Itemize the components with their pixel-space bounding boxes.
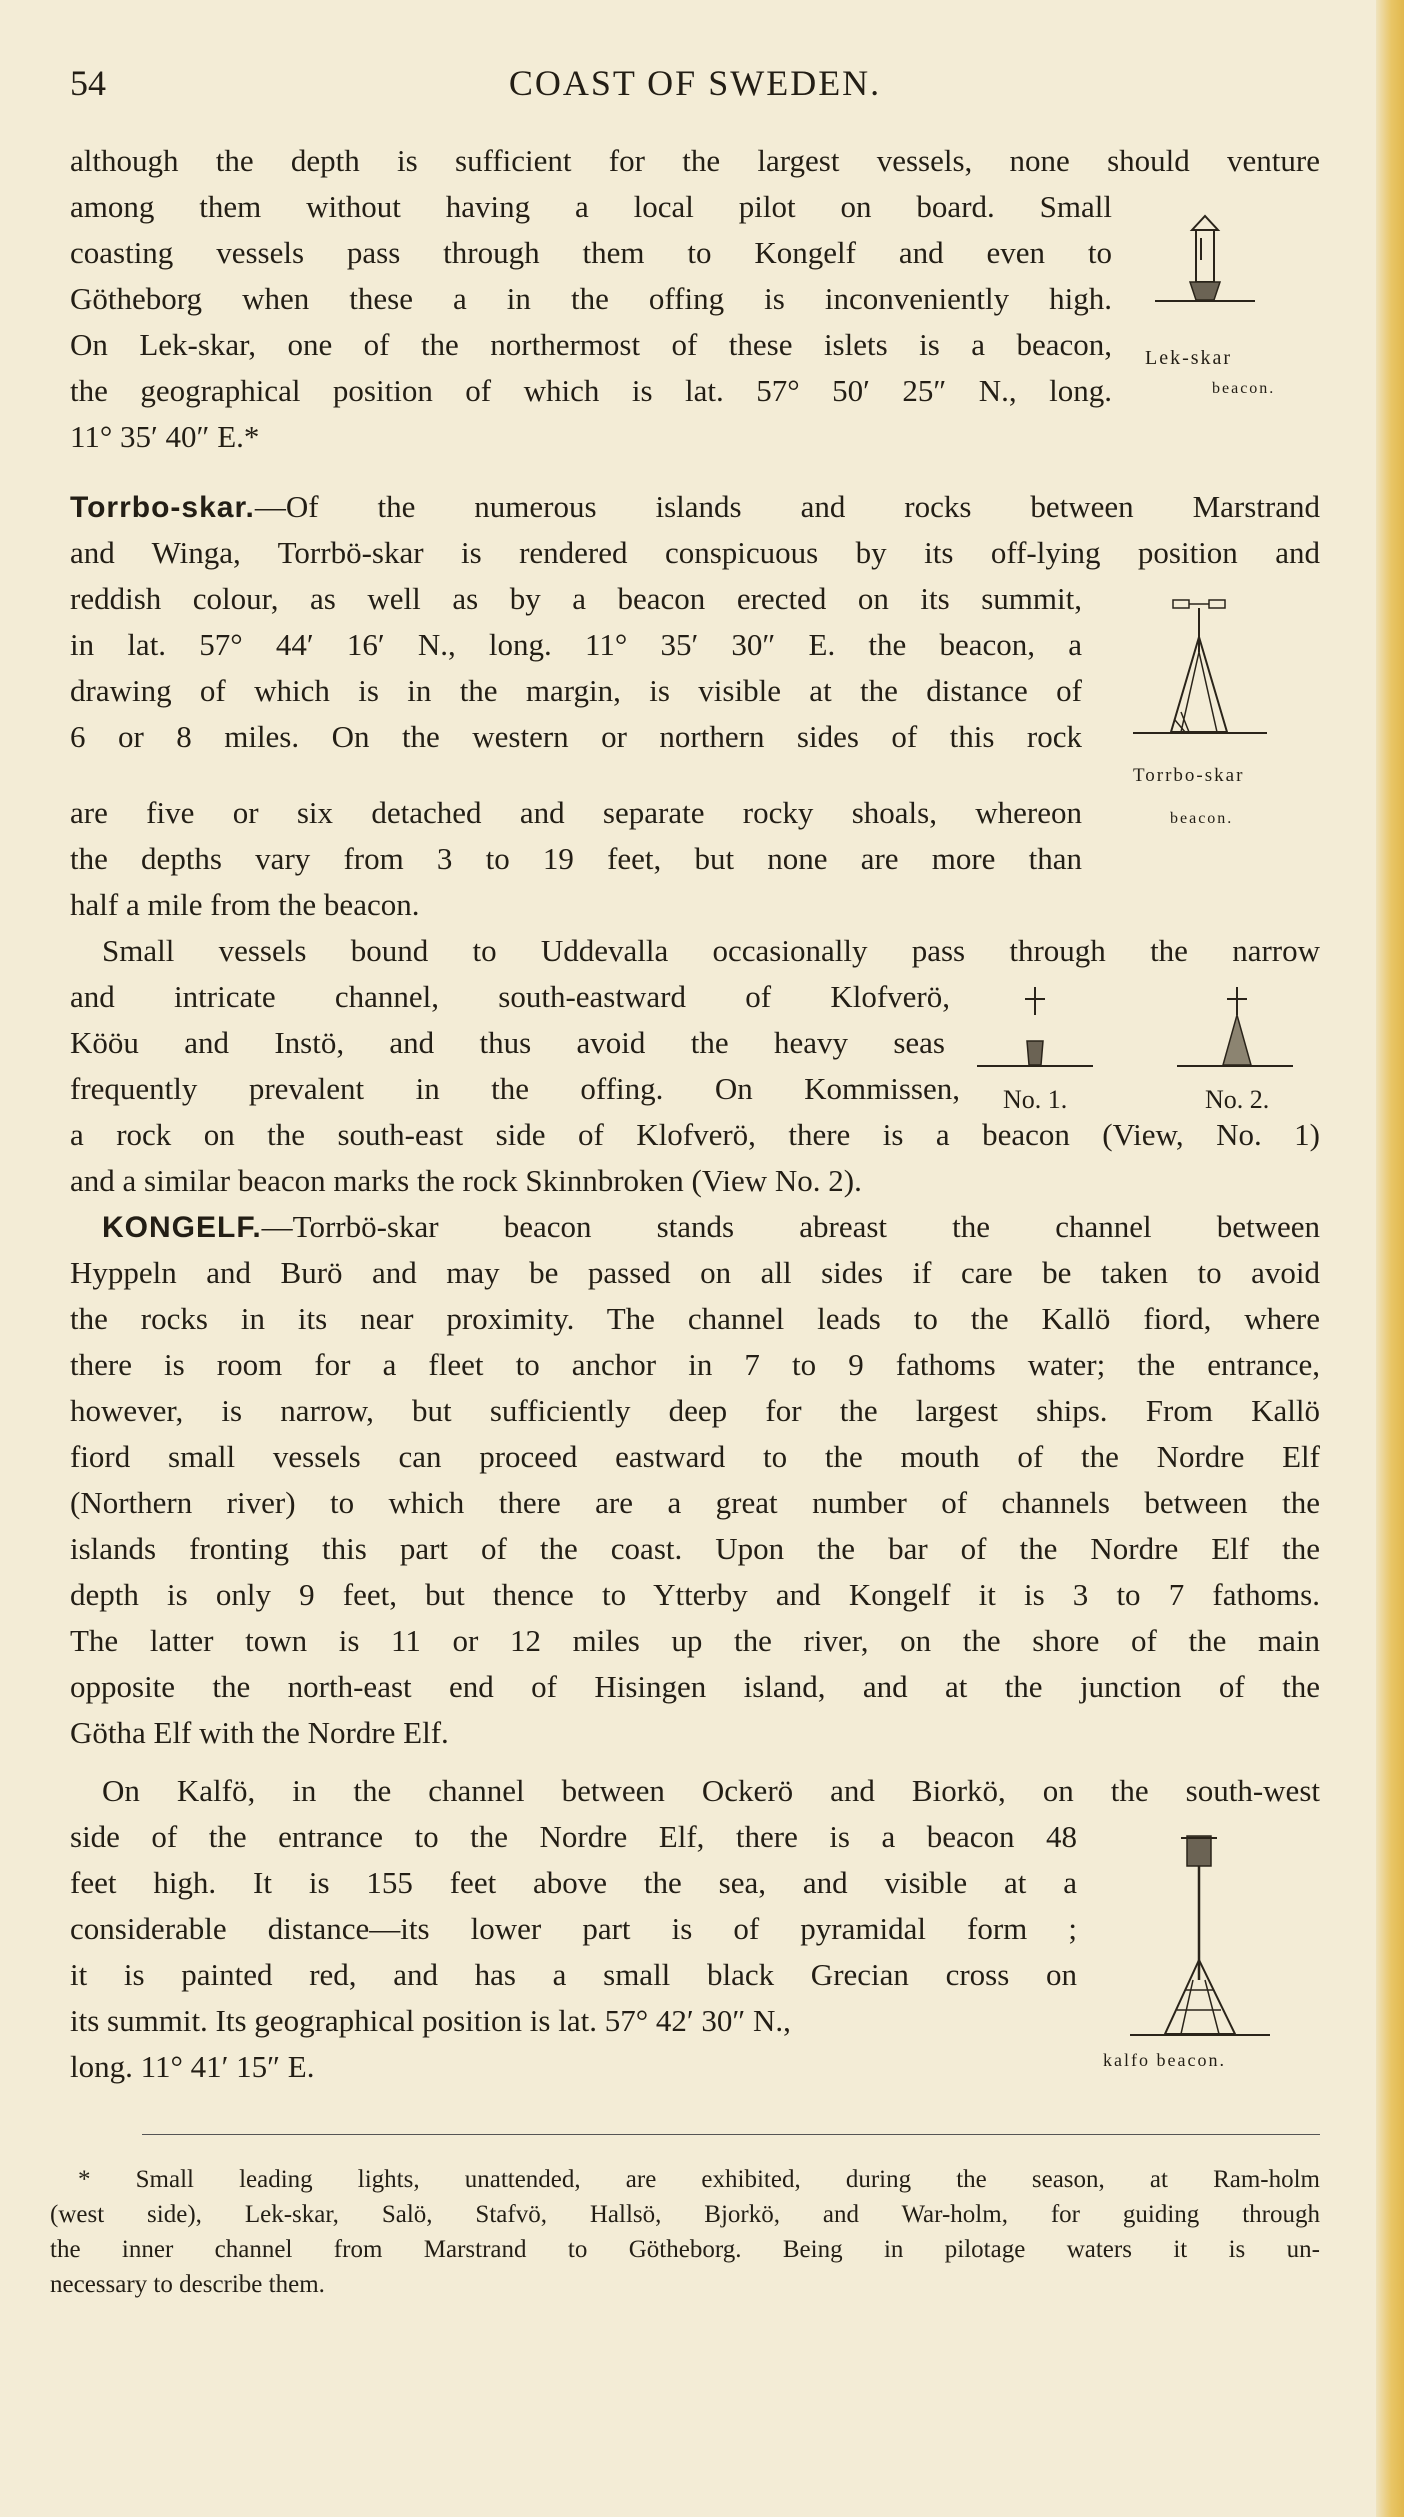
text-line: Small vessels bound to Uddevalla occasionally pass through the narrow	[102, 933, 1320, 968]
text-line: On Kalfö, in the channel between Ockerö and Biorkö, on the south-west	[102, 1773, 1320, 1808]
beacon-no-2-illustration	[1175, 985, 1295, 1070]
kalfo-beacon-illustration	[1125, 1830, 1275, 2045]
page-number: 54	[70, 63, 106, 103]
text-line: Torrbo-skar.—Of the numerous islands and rocks between Marstrand	[70, 489, 1320, 524]
text-line: Götheborg when these a in the offing is inconveniently high.	[70, 281, 1112, 316]
footnote-line: (west side), Lek-skar, Salö, Stafvö, Hallsö, Bjorkö, and War-holm, for guiding through	[50, 2201, 1320, 2228]
kalfo-caption: kalfo beacon.	[1103, 2050, 1226, 2070]
text-line: the rocks in its near proximity. The channel leads to the Kallö fiord, where	[70, 1301, 1320, 1336]
text-line: Götha Elf with the Nordre Elf.	[70, 1715, 449, 1750]
text-line: Hyppeln and Burö and may be passed on all sides if care be taken to avoid	[70, 1255, 1320, 1290]
lek-skar-caption-2: beacon.	[1212, 380, 1276, 397]
text-line: Kööu and Instö, and thus avoid the heavy seas	[70, 1025, 945, 1060]
text-line: are five or six detached and separate rocky shoals, whereon	[70, 795, 1082, 830]
text-line: feet high. It is 155 feet above the sea, and visible at a	[70, 1865, 1077, 1900]
text-line: and intricate channel, south-eastward of Klofverö,	[70, 979, 950, 1014]
section-heading: KONGELF.	[102, 1211, 262, 1244]
text-line: and a similar beacon marks the rock Skinnbroken (View No. 2).	[70, 1163, 862, 1198]
page-header	[70, 62, 1320, 112]
text-line: side of the entrance to the Nordre Elf, there is a beacon 48	[70, 1819, 1077, 1854]
footnote-rule	[142, 2134, 1320, 2135]
text-line: depth is only 9 feet, but thence to Ytterby and Kongelf it is 3 to 7 fathoms.	[70, 1577, 1320, 1612]
text-line: its summit. Its geographical position is lat. 57° 42′ 30″ N.,	[70, 2003, 791, 2038]
torrbo-skar-beacon-illustration	[1125, 592, 1275, 747]
text-line: islands fronting this part of the coast. Upon the bar of the Nordre Elf the	[70, 1531, 1320, 1566]
text-line: KONGELF.—Torrbö-skar beacon stands abreast the channel between	[102, 1209, 1320, 1244]
lek-skar-beacon-illustration	[1150, 200, 1260, 315]
footnote-line: necessary to describe them.	[50, 2271, 325, 2298]
torrbo-caption-1: Torrbo-skar	[1133, 765, 1245, 786]
section-heading: Torrbo-skar.	[70, 491, 255, 524]
text-line: the geographical position of which is lat. 57° 50′ 25″ N., long.	[70, 373, 1112, 408]
text-line: 6 or 8 miles. On the western or northern sides of this rock	[70, 719, 1082, 754]
torrbo-caption-2: beacon.	[1170, 810, 1234, 827]
text-line: reddish colour, as well as by a beacon erected on its summit,	[70, 581, 1082, 616]
text-line: a rock on the south-east side of Klofverö, there is a beacon (View, No. 1)	[70, 1117, 1320, 1152]
page-edge	[1376, 0, 1404, 2517]
text-line: the depths vary from 3 to 19 feet, but none are more than	[70, 841, 1082, 876]
text-line: half a mile from the beacon.	[70, 887, 420, 922]
text-line: (Northern river) to which there are a great number of channels between the	[70, 1485, 1320, 1520]
text-line: in lat. 57° 44′ 16′ N., long. 11° 35′ 30″ E. the beacon, a	[70, 627, 1082, 662]
footnote-line: * Small leading lights, unattended, are exhibited, during the season, at Ram-holm	[78, 2166, 1320, 2193]
no-2-caption: No. 2.	[1205, 1085, 1270, 1114]
footnote-line: the inner channel from Marstrand to Götheborg. Being in pilotage waters it is un-	[50, 2236, 1320, 2263]
text-line: 11° 35′ 40″ E.*	[70, 419, 260, 454]
text-line: coasting vessels pass through them to Kongelf and even to	[70, 235, 1112, 270]
running-title: COAST OF SWEDEN.	[508, 63, 882, 103]
text-line: On Lek-skar, one of the northermost of these islets is a beacon,	[70, 327, 1112, 362]
text-line: opposite the north-east end of Hisingen island, and at the junction of the	[70, 1669, 1320, 1704]
text-line: although the depth is sufficient for the largest vessels, none should venture	[70, 143, 1320, 178]
text-line: and Winga, Torrbö-skar is rendered conspicuous by its off-lying position and	[70, 535, 1320, 570]
text-line: it is painted red, and has a small black Grecian cross on	[70, 1957, 1077, 1992]
beacon-no-1-illustration	[975, 985, 1095, 1070]
text-line: drawing of which is in the margin, is visible at the distance of	[70, 673, 1082, 708]
text-line: fiord small vessels can proceed eastward to the mouth of the Nordre Elf	[70, 1439, 1320, 1474]
text-line: long. 11° 41′ 15″ E.	[70, 2049, 315, 2084]
no-1-caption: No. 1.	[1003, 1085, 1068, 1114]
lek-skar-caption-1: Lek-skar	[1145, 347, 1233, 369]
text-line: among them without having a local pilot on board. Small	[70, 189, 1112, 224]
text-line: frequently prevalent in the offing. On Kommissen,	[70, 1071, 960, 1106]
text-line: however, is narrow, but sufficiently deep for the largest ships. From Kallö	[70, 1393, 1320, 1428]
text-line: there is room for a fleet to anchor in 7 to 9 fathoms water; the entrance,	[70, 1347, 1320, 1382]
text-line: The latter town is 11 or 12 miles up the river, on the shore of the main	[70, 1623, 1320, 1658]
text-line: considerable distance—its lower part is of pyramidal form ;	[70, 1911, 1077, 1946]
